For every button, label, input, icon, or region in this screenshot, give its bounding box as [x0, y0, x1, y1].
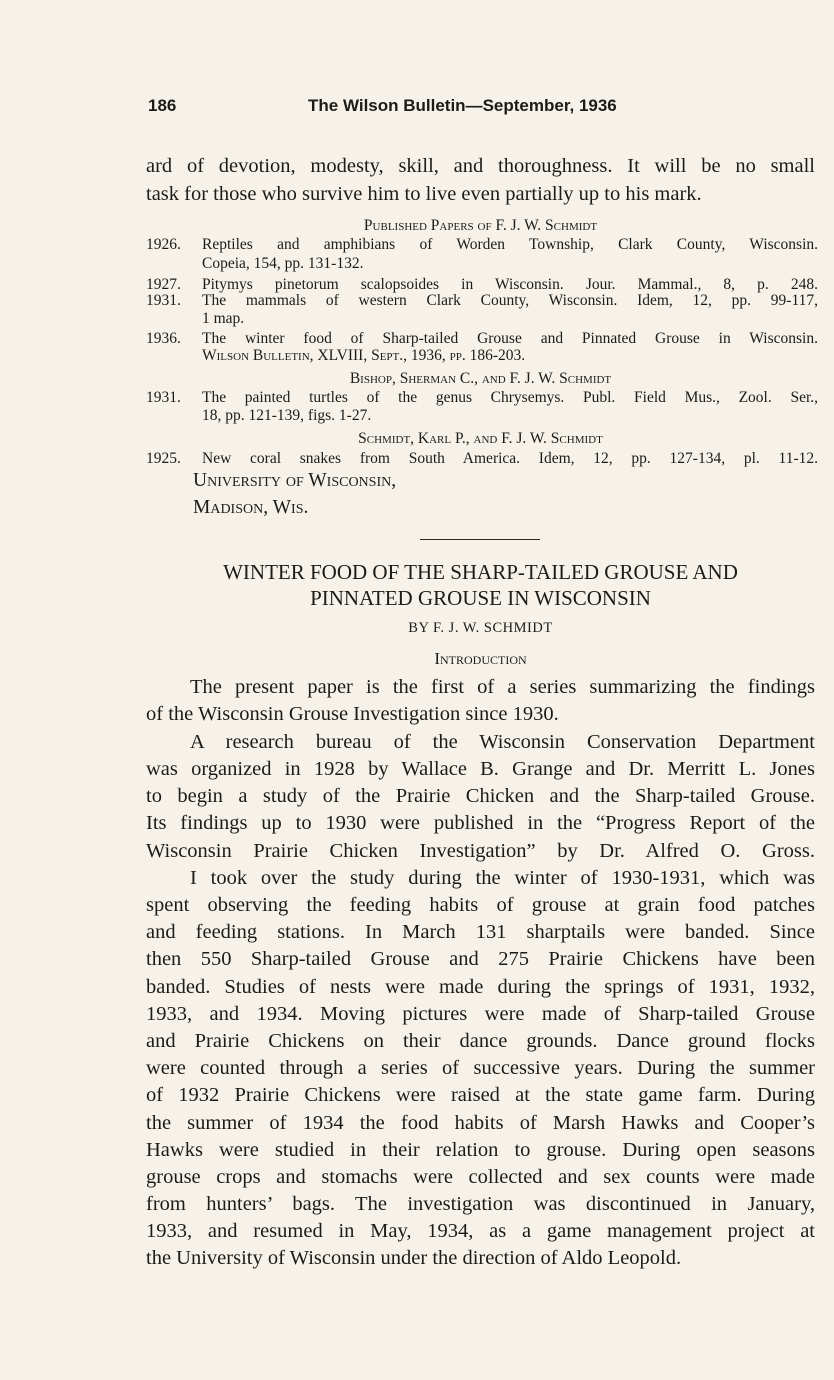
entry-line: Copeia, 154, pp. 131-132. — [202, 255, 364, 272]
paragraph-line: the summer of 1934 the food habits of Marsh Hawks and Cooper’s — [146, 1112, 815, 1134]
section-divider — [420, 539, 540, 540]
paragraph-line: from hunters’ bags. The investigation was discontinued in January, — [146, 1193, 815, 1215]
paragraph-line: 1933, and 1934. Moving pictures were made of Sharp-tailed Grouse — [146, 1003, 815, 1025]
paragraph-line: Hawks were studied in their relation to grouse. During open seasons — [146, 1139, 815, 1161]
entry-year: 1925. — [146, 450, 181, 467]
bibliography-heading: Published Papers of F. J. W. Schmidt — [363, 217, 598, 234]
paragraph-line: A research bureau of the Wisconsin Conservation Department — [190, 731, 815, 753]
paragraph-line: of 1932 Prairie Chickens were raised at the state game farm. During — [146, 1084, 815, 1106]
paragraph-line: and feeding stations. In March 131 sharptails were banded. Since — [146, 921, 815, 943]
paragraph-line: were counted through a series of successive years. During the summer — [146, 1057, 815, 1079]
article-title: WINTER FOOD OF THE SHARP-TAILED GROUSE AND — [223, 560, 738, 584]
entry-line: The mammals of western Clark County, Wisconsin. Idem, 12, pp. 99-117, — [202, 292, 818, 309]
section-heading: Introduction — [434, 649, 527, 668]
entry-line: The painted turtles of the genus Chrysemys. Publ. Field Mus., Zool. Ser., — [202, 389, 818, 406]
paragraph-line: was organized in 1928 by Wallace B. Grange and Dr. Merritt L. Jones — [146, 758, 815, 780]
article-title: PINNATED GROUSE IN WISCONSIN — [310, 586, 651, 610]
bibliography-heading: Schmidt, Karl P., and F. J. W. Schmidt — [358, 430, 603, 447]
paragraph-line: spent observing the feeding habits of grouse at grain food patches — [146, 894, 815, 916]
paragraph-line: 1933, and resumed in May, 1934, as a game management project at — [146, 1220, 815, 1242]
paragraph-line: The present paper is the first of a series summarizing the findings — [190, 676, 815, 698]
entry-line: New coral snakes from South America. Idem, 12, pp. 127-134, pl. 11-12. — [202, 450, 818, 467]
paragraph-line: Wisconsin Prairie Chicken Investigation” by Dr. Alfred O. Gross. — [146, 840, 815, 862]
entry-line: Wilson Bulletin, XLVIII, Sept., 1936, pp. 186-203. — [202, 347, 526, 364]
entry-year: 1931. — [146, 389, 181, 406]
page-number: 186 — [148, 96, 177, 115]
paragraph-line: of the Wisconsin Grouse Investigation since 1930. — [146, 703, 559, 725]
entry-year: 1926. — [146, 236, 181, 253]
journal-title: The Wilson Bulletin—September, 1936 — [308, 96, 617, 115]
entry-line: 18, pp. 121-139, figs. 1-27. — [202, 407, 372, 424]
entry-year: 1927. — [146, 276, 181, 293]
affiliation-line: University of Wisconsin, — [193, 470, 397, 491]
paragraph-line: the University of Wisconsin under the direction of Aldo Leopold. — [146, 1247, 682, 1269]
continuation-line: task for those who survive him to live even partially up to his mark. — [146, 183, 702, 205]
running-head — [148, 96, 658, 120]
paragraph-line: and Prairie Chickens on their dance grounds. Dance ground flocks — [146, 1030, 815, 1052]
byline: BY F. J. W. SCHMIDT — [408, 620, 553, 636]
affiliation-line: Madison, Wis. — [193, 497, 309, 518]
paragraph-line: grouse crops and stomachs were collected and sex counts were made — [146, 1166, 815, 1188]
entry-line: Reptiles and amphibians of Worden Township, Clark County, Wisconsin. — [202, 236, 818, 253]
paragraph-line: Its findings up to 1930 were published in the “Progress Report of the — [146, 812, 815, 834]
entry-year: 1936. — [146, 330, 181, 347]
continuation-line: ard of devotion, modesty, skill, and thoroughness. It will be no small — [146, 155, 815, 177]
paragraph-line: to begin a study of the Prairie Chicken and the Sharp-tailed Grouse. — [146, 785, 815, 807]
entry-year: 1931. — [146, 292, 181, 309]
entry-line: The winter food of Sharp-tailed Grouse and Pinnated Grouse in Wisconsin. — [202, 330, 818, 347]
paragraph-line: then 550 Sharp-tailed Grouse and 275 Prairie Chickens have been — [146, 948, 815, 970]
bibliography-heading: Bishop, Sherman C., and F. J. W. Schmidt — [349, 370, 612, 387]
paragraph-line: I took over the study during the winter of 1930-1931, which was — [190, 867, 815, 889]
entry-line: 1 map. — [202, 310, 245, 327]
paragraph-line: banded. Studies of nests were made during the springs of 1931, 1932, — [146, 976, 815, 998]
entry-line: Pitymys pinetorum scalopsoides in Wisconsin. Jour. Mammal., 8, p. 248. — [202, 276, 818, 293]
